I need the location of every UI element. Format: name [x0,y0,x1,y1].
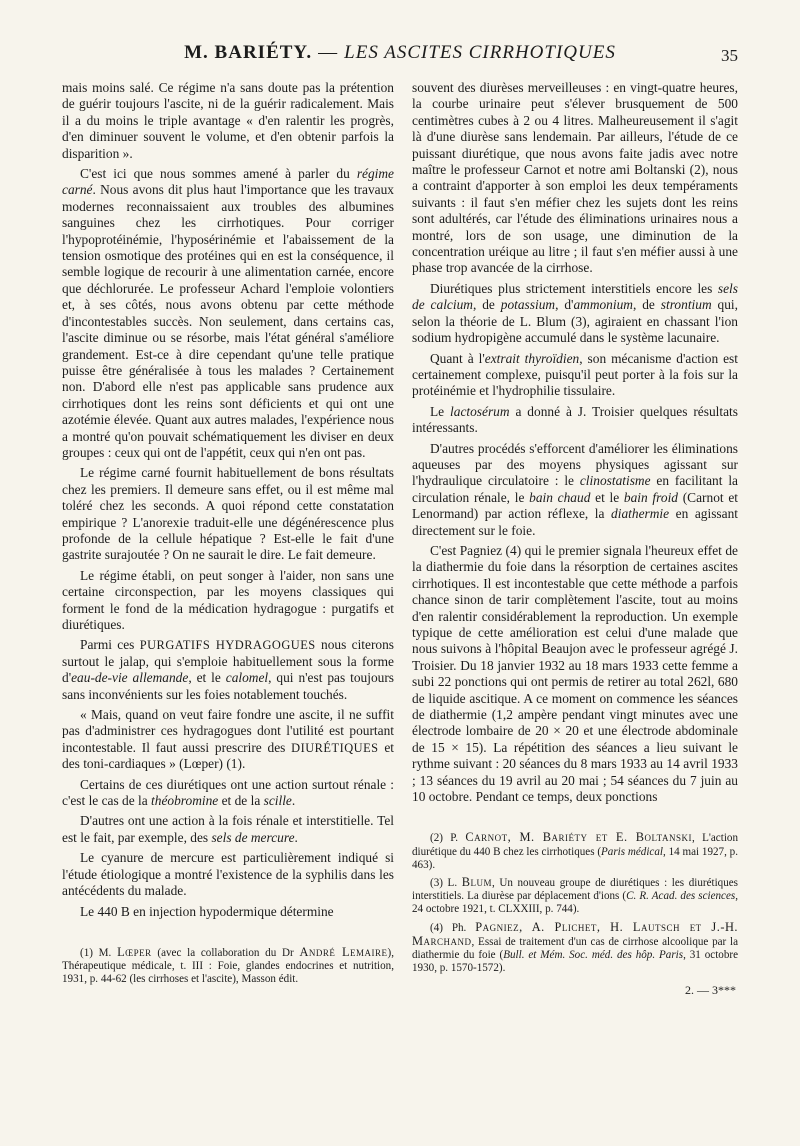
running-head-separator: — [318,42,339,63]
paragraph: souvent des diurèses merveilleuses : en vingt-quatre heures, la courbe urinaire peut s'élever brusquement de 500 centimètres cubes à 2 ou 4 litres. Malheureusement il s'agit là d'une diurèse sans lendemain. Par ailleurs, l'étude de ce puissant diurétique, que nous avons faite jadis avec notre maître le professeur Carnot et notre ami Boltanski (2), nous a contraint d'apporter à son emploi les deux tempéraments suivants : il faut s'en méfier chez les sujets dont les reins sont adultérés, car l'étude des éliminations urinaires nous a montré, lors de son usage, une diminution de la concentration uréique au litre ; il faut s'en méfier aussi à une phase trop avancée de la cirrhose. [412,80,738,276]
page-header [62,42,738,76]
left-column [62,80,394,991]
paragraph: mais moins salé. Ce régime n'a sans doute pas la prétention de guérir toujours l'ascite, ni de la guérir radicalement. Mais il a du moins le triple avantage « d'en ralentir les progrès, d'en diminuer souvent le volume, et d'en obtenir parfois la disparition ». [62,80,394,161]
paragraph: Le régime établi, on peut songer à l'aider, non sans une certaine circonspection, par les moyens classiques qui forment le fond de la médication hydragogue : purgatifs et diurétiques. [62,567,394,632]
paragraph: Parmi ces PURGATIFS HYDRAGOGUES nous citerons surtout le jalap, qui s'emploie habituellement sous la forme d'eau-de-vie allemande, et le calomel, qui n'est pas toujours sans inconvénients sur les foies notablement touchés. [62,637,395,702]
paragraph: D'autres procédés s'efforcent d'améliorer les éliminations aqueuses par des moyens physiques agissant sur l'hydraulique circulatoire : le clinostatisme en facilitant la circulation rénale, le bain chaud et le bain froid (Carnot et Lenormand) par action réflexe, la diathermie en agissant directement sur le foie. [412,440,738,538]
paragraph: C'est ici que nous sommes amené à parler du régime carné. Nous avons dit plus haut l'importance que les travaux modernes reconnaissaient aux troubles des albumines sanguines chez les cirrhotiques. Pour corriger l'hypoprotéinémie, l'hyposérinémie et l'abaissement de la tension osmotique des protéines qui en est la conséquence, il semble logique de recourir à une alimentation carnée, encore que déchlorurée. Le professeur Achard l'emploie volontiers et, à ses côtés, nous avons obtenu par cette méthode d'incontestables succès. Non seulement, dans certains cas, l'ascite diminue ou se résorbe, mais l'état général s'améliore grandement. Est-ce à dire cependant qu'une telle pratique puisse être généralisée à tous les malades ? Certainement non. D'abord elle n'est pas applicable sans prudence aux cirrhotiques dont les reins sont déficients et qui ont une azotémie élevée. Quant aux autres malades, l'expérience nous a montré qu'on pouvait schématiquement les diviser en deux groupes : ceux qui ont de l'appétit, ceux qui n'en ont pas. [62,166,394,460]
running-head [62,42,738,64]
page-number: 35 [721,46,738,65]
paragraph: C'est Pagniez (4) qui le premier signala l'heureux effet de la diathermie du foie dans la résorption de certaines ascites cirrhotiques. Il est incontestable que cette méthode a parfois chance sinon de tarir complètement l'ascite, tout au moins d'en ralentir considérablement la reproduction. Un exemple typique de cette amélioration est celui d'une malade que nous suivons à l'hôpital Beaujon avec le professeur agrégé J. Troisier. Du 18 janvier 1932 au 18 mars 1933 cette femme a subi 22 ponctions qui ont permis de retirer au total 262l, 680 de liquide ascitique. A ce moment on commence les séances de diathermie (1,2 ampère pendant vingt minutes avec une électrode lombaire de 20 × 20 et une électrode abdominale de 15 × 15). La répétition des séances a lieu suivant le rythme suivant : 20 séances du 8 mars 1933 au 14 avril 1933 ; 13 séances du 19 avril au 20 mai ; 54 séances du 7 juin au 10 octobre. Pendant ce temps, deux ponctions [412,542,738,805]
paragraph: Le cyanure de mercure est particulièrement indiqué si l'étude étiologique a montré l'existence de la syphilis dans les antécédents du malade. [62,850,394,899]
signature-mark: 2. — 3*** [685,982,736,997]
paragraph: « Mais, quand on veut faire fondre une ascite, il ne suffit pas d'administrer ces hydragogues dont l'utilité est pourtant incontestable. Il faut aussi prescrire des DIURÉTIQUES et des toni-cardiaques » (Lœper) (1). [62,707,395,772]
footnote: (1) M. Lœper (avec la collaboration du Dr André Lemaire), Thérapeutique médicale, t. III : Foie, glandes endocrines et nutrition, 1931, p. 44-62 (les cirrhoses et l'ascite), Masson édit. [62,944,394,986]
running-head-author: M. BARIÉTY. [184,42,313,63]
paragraph: D'autres ont une action à la fois rénale et interstitielle. Tel est le fait, par exemple, des sels de mercure. [62,813,394,845]
paragraph: Diurétiques plus strictement interstitiels encore les sels de calcium, de potassium, d'ammonium, de strontium qui, selon la théorie de L. Blum (3), agiraient en chassant l'ion sodium hydropigène accumulé dans le système lacunaire. [412,280,738,346]
footnote: (4) Ph. Pagniez, A. Plichet, H. Lautsch et J.-H. Marchand, Essai de traitement d'un cas de cirrhose alcoolique par la diathermie du foie (Bull. et Mém. Soc. méd. des hôp. Paris, 31 octobre 1930, p. 1570-1572). [412,919,739,975]
right-column [412,80,738,998]
paragraph: Quant à l'extrait thyroïdien, son mécanisme d'action est certainement complexe, puisqu'il peut porter à la fois sur la protéinémie et l'hydrophilie tissulaire. [412,350,738,399]
paragraph: Le 440 B en injection hypodermique détermine [80,903,334,919]
paragraph: Le régime carné fournit habituellement de bons résultats chez les premiers. Il demeure sans effet, ou il est même mal toléré chez les seconds. A quoi répond cette constatation empirique ? L'anorexie traduit-elle une dégénérescence plus profonde de la cellule hépatique ? Est-elle le fait d'une gastrite surajoutée ? On ne saurait le dire. Le fait demeure. [62,465,394,563]
footnote: (3) L. Blum, Un nouveau groupe de diurétiques : les diurétiques interstitiels. La diurèse par déplacement d'ions (C. R. Acad. des sciences, 24 octobre 1921, t. CLXXIII, p. 744). [412,875,739,916]
running-head-title: LES ASCITES CIRRHOTIQUES [344,42,616,63]
paragraph: Certains de ces diurétiques ont une action surtout rénale : c'est le cas de la théobromine et de la scille. [62,776,394,809]
footnote: (2) P. Carnot, M. Bariéty et E. Boltanski, L'action diurétique du 440 B chez les cirrhotiques (Paris médical, 14 mai 1927, p. 463). [412,830,738,871]
paragraph: Le lactosérum a donné à J. Troisier quelques résultats intéressants. [412,403,738,436]
